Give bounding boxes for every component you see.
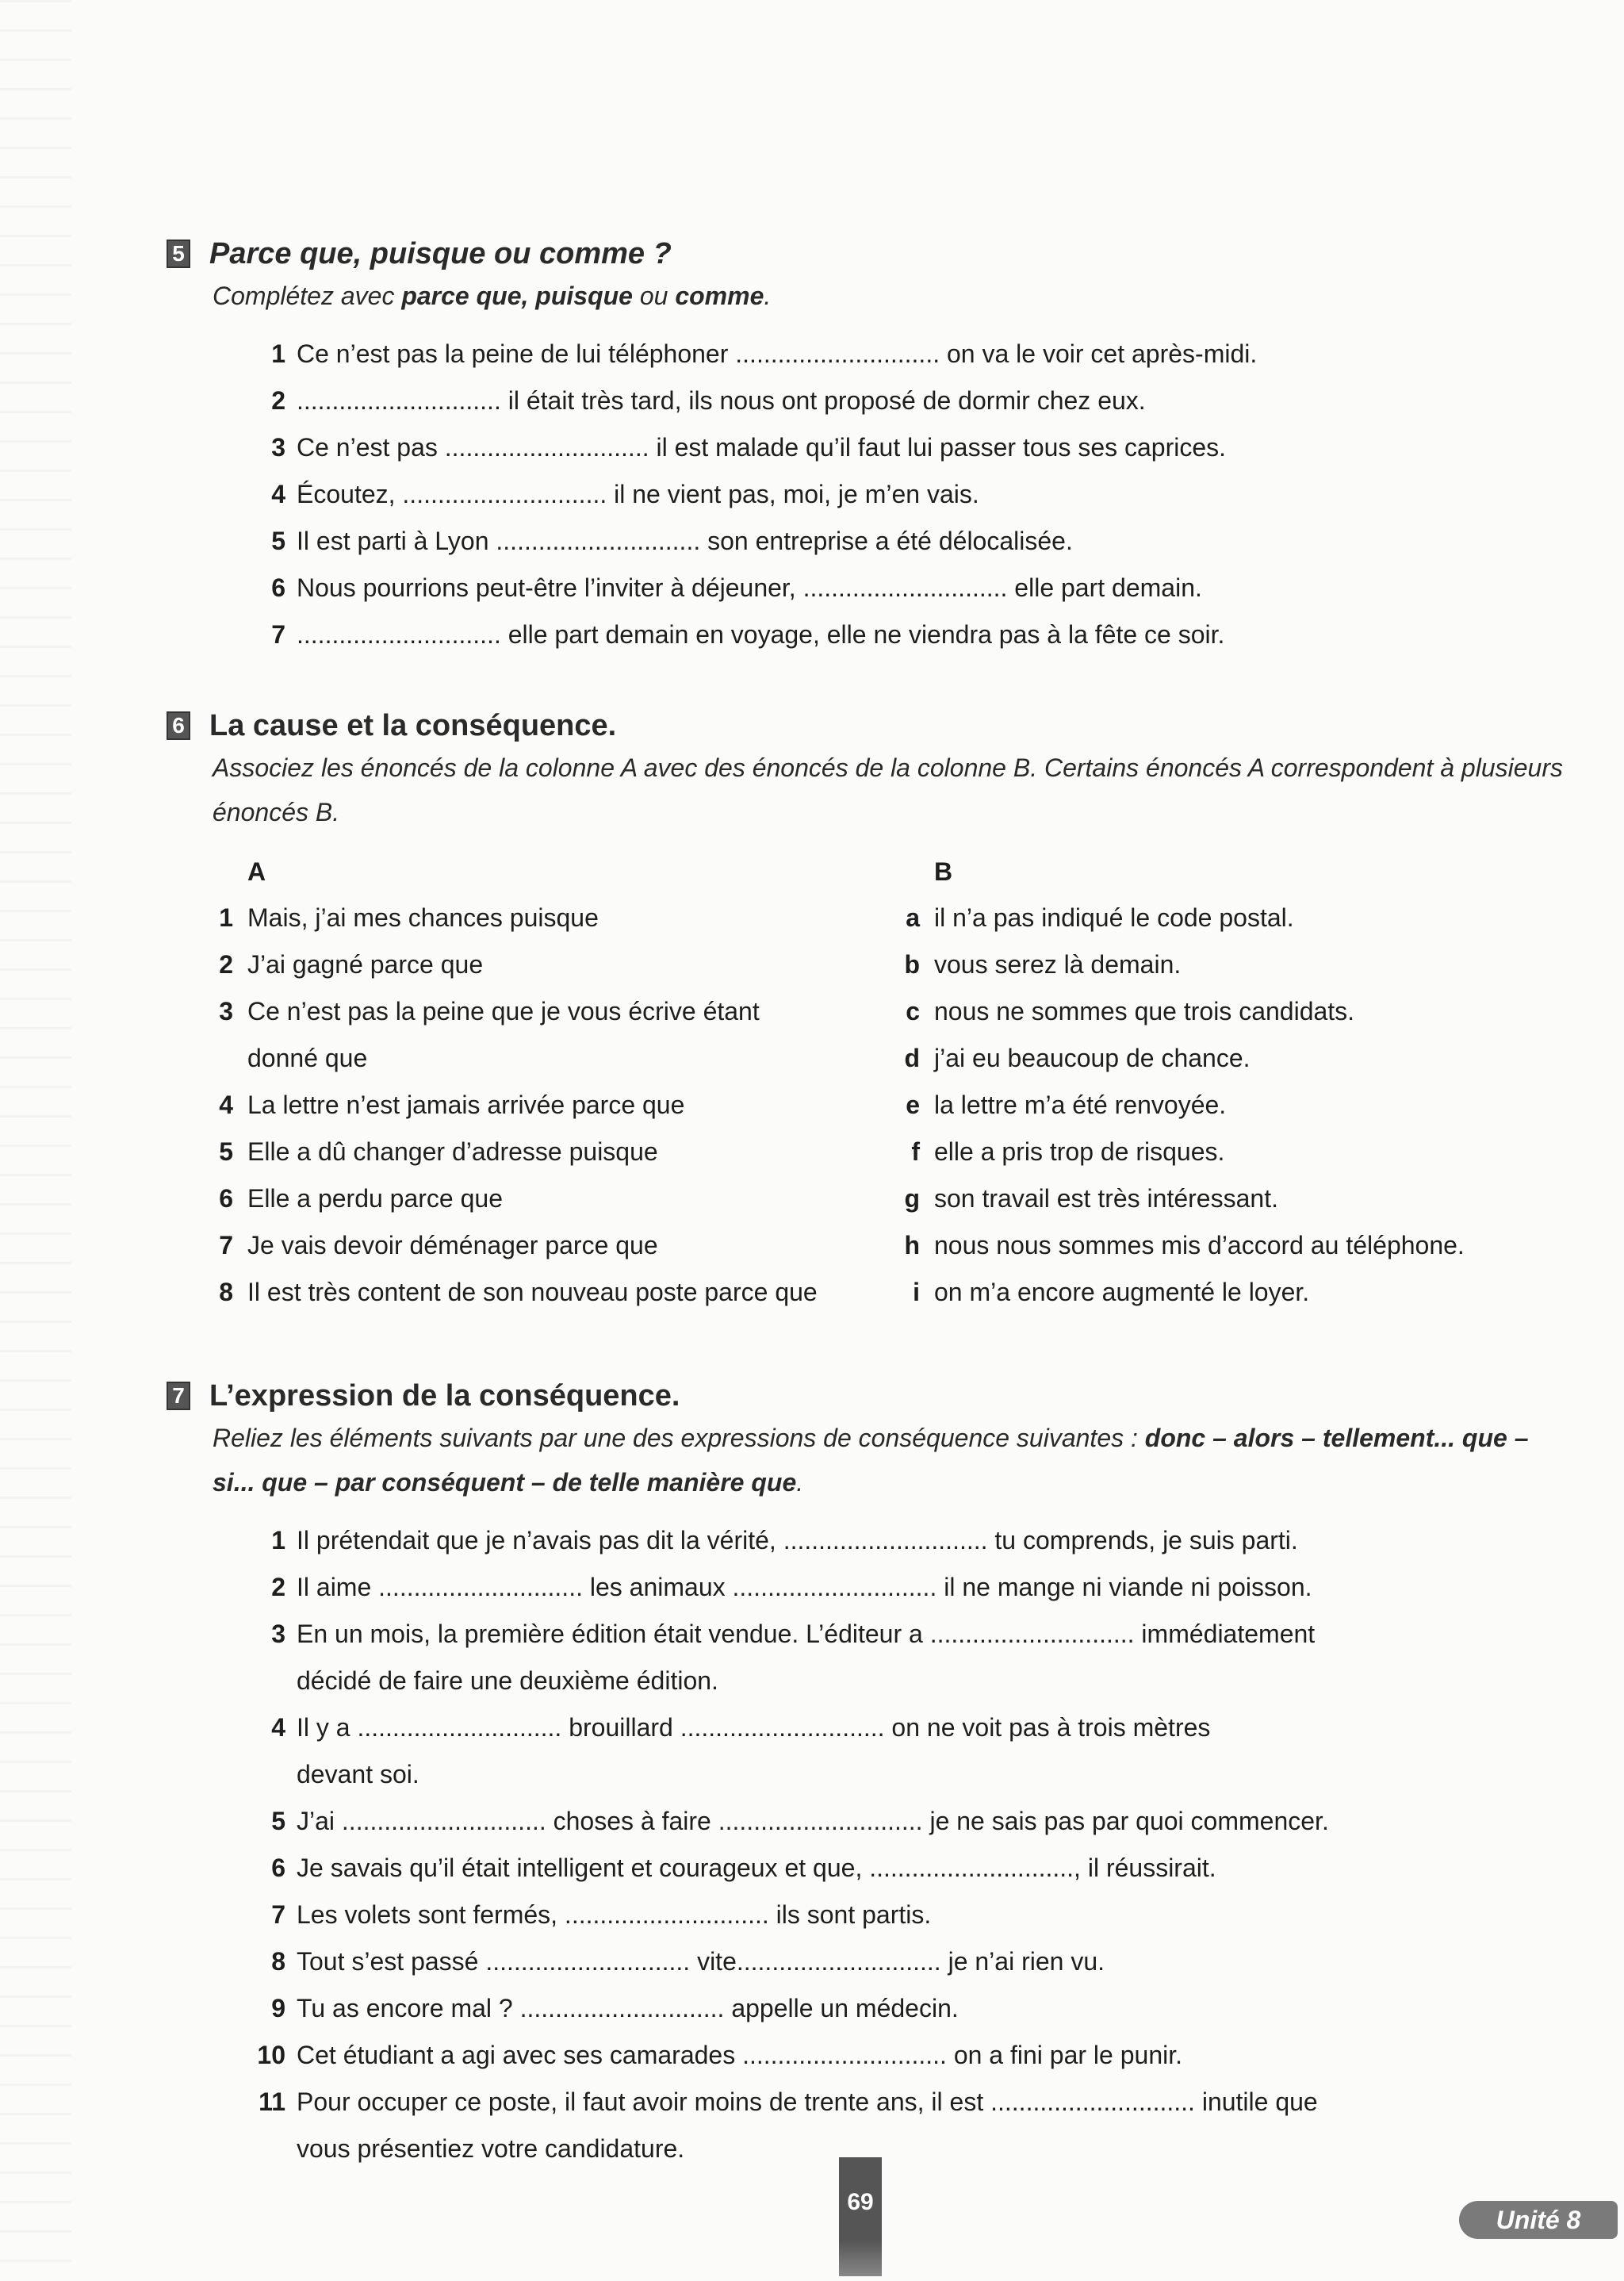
item-text: il n’a pas indiqué le code postal. xyxy=(934,903,1294,932)
item-number: 1 xyxy=(271,1526,285,1555)
instruction-text: ou xyxy=(632,282,676,310)
column-a-item xyxy=(216,1129,891,1175)
instruction-keywords: donc – alors – tellement... que – si... que – par conséquent – de telle manière que xyxy=(213,1424,1529,1497)
item-text: Tout s’est passé ............................. vite............................. je n’ai rien vu. xyxy=(297,1947,1105,1976)
item-text: ............................. il était très tard, ils nous ont proposé de dormir chez eux. xyxy=(297,386,1146,415)
column-a-item xyxy=(216,1269,891,1316)
exercise-item xyxy=(254,1564,1578,1611)
item-text: ............................. elle part demain en voyage, elle ne viendra pas à la fête ce soir. xyxy=(297,620,1225,649)
column-b-item xyxy=(902,895,1578,941)
item-number: 9 xyxy=(271,1994,285,2022)
exercise-item xyxy=(254,611,1578,658)
exercise-instruction: Associez les énoncés de la colonne A avec des énoncés de la colonne B. Certains énoncés A correspondent à plusieurs énoncés B. xyxy=(213,753,1563,826)
item-text: En un mois, la première édition était vendue. L’éditeur a ............................. immédiatement décidé de faire une deuxième édition. xyxy=(297,1620,1316,1695)
item-number: 5 xyxy=(271,527,285,555)
instruction-keyword: parce que, puisque xyxy=(401,282,633,310)
exercise-number: 6 xyxy=(167,711,190,740)
item-number: 2 xyxy=(219,950,233,979)
instruction-text: Reliez les éléments suivants par une des expressions de conséquence suivantes : xyxy=(213,1424,1145,1452)
exercise-item xyxy=(254,1938,1578,1985)
item-text: Elle a dû changer d’adresse puisque xyxy=(247,1137,658,1166)
page-number: 69 xyxy=(839,2157,882,2276)
item-number: 6 xyxy=(219,1184,233,1213)
item-number: 8 xyxy=(271,1947,285,1976)
item-text: Ce n’est pas ............................. il est malade qu’il faut lui passer tous ses caprices. xyxy=(297,433,1227,462)
column-a-item xyxy=(216,1222,891,1269)
exercise-item xyxy=(254,2032,1578,2079)
scan-edge-noise xyxy=(0,0,71,2281)
item-letter: b xyxy=(904,950,920,979)
item-number: 4 xyxy=(219,1091,233,1119)
exercise-5 xyxy=(167,234,1578,658)
item-letter: g xyxy=(904,1184,920,1213)
item-text: Il est très content de son nouveau poste parce que xyxy=(247,1278,818,1306)
item-text: Il prétendait que je n’avais pas dit la vérité, ............................. tu comprends, je suis parti. xyxy=(297,1526,1298,1555)
item-text: Il y a ............................. brouillard ............................. on ne voit pas à trois mètres devant soi. xyxy=(297,1713,1211,1788)
item-text: elle a pris trop de risques. xyxy=(934,1137,1225,1166)
item-text: Il aime ............................. les animaux ............................. il ne mange ni viande ni poisson. xyxy=(297,1573,1312,1601)
instruction-text: . xyxy=(764,282,772,310)
exercise-item xyxy=(254,378,1578,424)
column-b-item xyxy=(902,1035,1578,1082)
item-text: Il est parti à Lyon ............................. son entreprise a été délocalisée. xyxy=(297,527,1073,555)
column-a-item xyxy=(216,1082,891,1129)
item-text: Nous pourrions peut-être l’inviter à déjeuner, ............................. elle part demain. xyxy=(297,573,1202,602)
item-number: 5 xyxy=(271,1807,285,1835)
item-number: 10 xyxy=(257,2041,285,2069)
item-text: J’ai ............................. choses à faire ............................. je ne sais pas par quoi commencer. xyxy=(297,1807,1329,1835)
exercise-item xyxy=(254,424,1578,471)
column-b-item xyxy=(902,988,1578,1035)
exercise-7-header xyxy=(167,1376,1578,1416)
item-number: 11 xyxy=(259,2087,285,2116)
exercise-item xyxy=(254,1517,1578,1564)
column-a-item xyxy=(216,941,891,988)
exercise-items xyxy=(254,331,1578,658)
column-a xyxy=(216,849,891,1316)
item-text: vous serez là demain. xyxy=(934,950,1182,979)
item-text: Les volets sont fermés, ............................. ils sont partis. xyxy=(297,1900,932,1929)
item-number: 6 xyxy=(271,1854,285,1882)
exercise-instruction xyxy=(213,1416,1576,1505)
item-number: 3 xyxy=(219,997,233,1025)
item-text: La lettre n’est jamais arrivée parce que xyxy=(247,1091,685,1119)
item-number: 3 xyxy=(271,433,285,462)
exercise-6 xyxy=(167,706,1578,1316)
item-number: 7 xyxy=(271,1900,285,1929)
item-number: 4 xyxy=(271,480,285,508)
item-text: Elle a perdu parce que xyxy=(247,1184,503,1213)
item-letter: e xyxy=(906,1091,920,1119)
item-letter: a xyxy=(906,903,920,932)
item-letter: c xyxy=(906,997,920,1025)
exercise-item xyxy=(254,565,1578,611)
exercise-number: 7 xyxy=(167,1382,190,1410)
item-text: j’ai eu beaucoup de chance. xyxy=(934,1044,1251,1072)
column-a-item xyxy=(216,1175,891,1222)
column-b-item xyxy=(902,941,1578,988)
exercise-item xyxy=(254,1611,1578,1704)
column-b-item xyxy=(902,1222,1578,1269)
item-number: 7 xyxy=(219,1231,233,1259)
unit-badge: Unité 8 xyxy=(1459,2201,1618,2239)
item-letter: d xyxy=(904,1044,920,1072)
exercise-item xyxy=(254,1985,1578,2032)
item-number: 1 xyxy=(219,903,233,932)
exercise-7 xyxy=(167,1376,1578,2172)
exercise-title: La cause et la conséquence. xyxy=(209,708,617,742)
item-text: Pour occuper ce poste, il faut avoir moins de trente ans, il est ............................. inutile que vous présentiez votre candidature. xyxy=(297,2087,1318,2163)
exercise-instruction xyxy=(213,274,1576,318)
item-text: nous ne sommes que trois candidats. xyxy=(934,997,1355,1025)
item-text: Tu as encore mal ? ............................. appelle un médecin. xyxy=(297,1994,959,2022)
item-text: Ce n’est pas la peine de lui téléphoner ............................. on va le voir cet après-midi. xyxy=(297,339,1258,368)
item-number: 1 xyxy=(271,339,285,368)
instruction-text: Complétez avec xyxy=(213,282,402,310)
column-b-item xyxy=(902,1129,1578,1175)
item-text: son travail est très intéressant. xyxy=(934,1184,1278,1213)
column-b-item xyxy=(902,1082,1578,1129)
item-text: Je savais qu’il était intelligent et courageux et que, ............................., il réussirait. xyxy=(297,1854,1216,1882)
item-text: nous nous sommes mis d’accord au téléphone. xyxy=(934,1231,1465,1259)
column-b-heading: B xyxy=(934,857,953,886)
item-text: Je vais devoir déménager parce que xyxy=(247,1231,658,1259)
instruction-keyword: comme xyxy=(675,282,764,310)
item-number: 2 xyxy=(271,1573,285,1601)
item-text: la lettre m’a été renvoyée. xyxy=(934,1091,1227,1119)
column-a-heading: A xyxy=(247,857,266,886)
exercise-number: 5 xyxy=(167,240,190,268)
item-number: 3 xyxy=(271,1620,285,1648)
exercise-item xyxy=(254,471,1578,518)
item-number: 2 xyxy=(271,386,285,415)
item-number: 6 xyxy=(271,573,285,602)
item-text: Mais, j’ai mes chances puisque xyxy=(247,903,599,932)
exercise-item xyxy=(254,1845,1578,1892)
item-letter: h xyxy=(904,1231,920,1259)
item-number: 7 xyxy=(271,620,285,649)
instruction-text: . xyxy=(796,1468,804,1497)
column-a-item xyxy=(216,988,891,1082)
column-b xyxy=(902,849,1578,1316)
exercise-title: Parce que, puisque ou comme ? xyxy=(209,236,672,270)
exercise-item xyxy=(254,331,1578,378)
item-text: on m’a encore augmenté le loyer. xyxy=(934,1278,1310,1306)
item-number: 4 xyxy=(271,1713,285,1742)
exercise-title: L’expression de la conséquence. xyxy=(209,1378,680,1413)
item-text: Écoutez, ............................. il ne vient pas, moi, je m’en vais. xyxy=(297,480,979,508)
exercise-item xyxy=(254,1704,1578,1798)
item-number: 5 xyxy=(219,1137,233,1166)
column-b-item xyxy=(902,1269,1578,1316)
exercise-item xyxy=(254,1798,1578,1845)
item-number: 8 xyxy=(219,1278,233,1306)
column-b-item xyxy=(902,1175,1578,1222)
exercise-item xyxy=(254,1892,1578,1938)
item-letter: i xyxy=(913,1278,920,1306)
exercise-items xyxy=(254,1517,1578,2172)
matching-columns xyxy=(216,849,1578,1316)
column-a-item xyxy=(216,895,891,941)
exercise-item xyxy=(254,518,1578,565)
item-text: Ce n’est pas la peine que je vous écrive étant donné que xyxy=(247,997,760,1072)
item-text: J’ai gagné parce que xyxy=(247,950,484,979)
item-letter: f xyxy=(911,1137,920,1166)
item-text: Cet étudiant a agi avec ses camarades ............................. on a fini par le punir. xyxy=(297,2041,1182,2069)
exercise-5-header xyxy=(167,234,1578,274)
exercise-6-header xyxy=(167,706,1578,746)
exercise-item xyxy=(254,2079,1578,2172)
